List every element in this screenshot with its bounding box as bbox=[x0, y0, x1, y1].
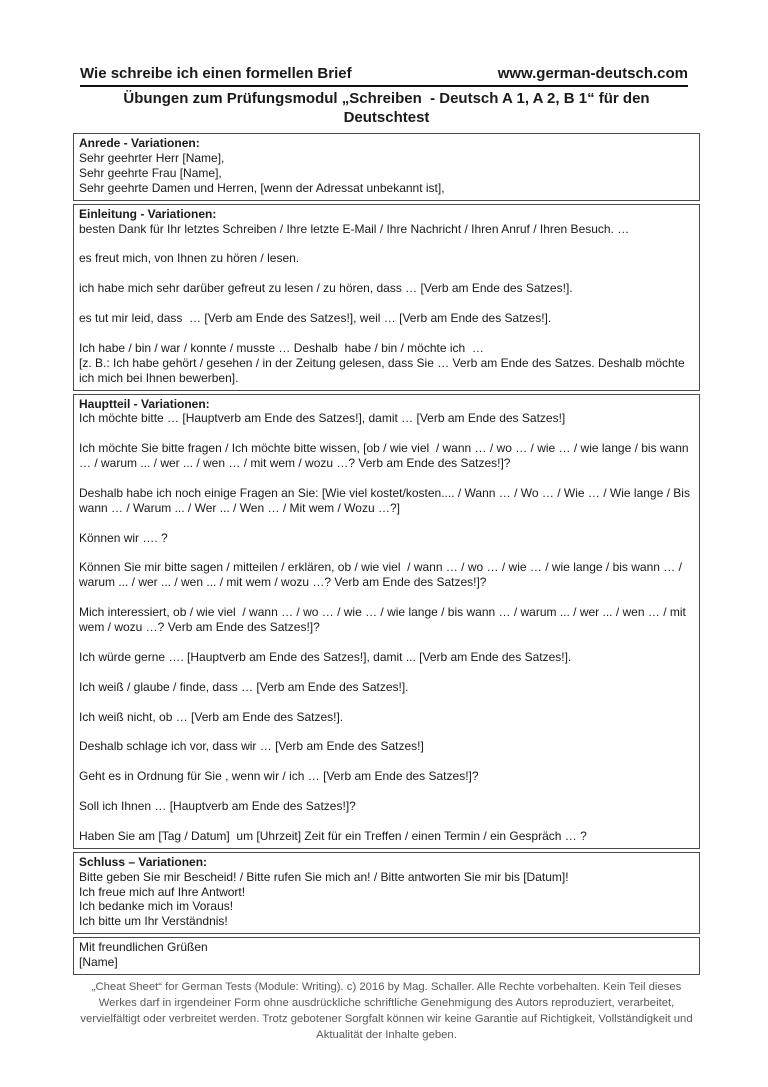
text-line: Ich bedanke mich im Voraus! bbox=[79, 899, 234, 914]
text-line: [Name] bbox=[79, 955, 118, 970]
copyright-note: „Cheat Sheet“ for German Tests (Module: Writing). c) 2016 by Mag. Schaller. Alle Rechte vorbehalten. Kein Teil dieses Werkes darf in irgendeiner Form ohne ausdrückliche schriftliche Genehmigung des Autors reproduziert, verarbeitet, vervielfältigt oder verbreitet werden. Trotz gebotener Sorgfalt können wir keine Garantie auf Richtigkeit, Vollständigkeit und Aktualität der Inhalte geben. bbox=[80, 981, 693, 1042]
text-line: Soll ich Ihnen … [Hauptverb am Ende des Satzes!]? bbox=[79, 798, 356, 813]
text-line bbox=[79, 296, 693, 311]
text-line bbox=[79, 426, 693, 441]
text-line: Ich möchte bitte … [Hauptverb am Ende des Satzes!], damit … [Verb am Ende des Satzes!] bbox=[79, 411, 566, 426]
section-einleitung bbox=[73, 204, 700, 391]
text-line: Deshalb schlage ich vor, dass wir … [Verb am Ende des Satzes!] bbox=[79, 739, 424, 754]
document-title: Wie schreibe ich einen formellen Brief bbox=[80, 65, 352, 82]
text-line: [z. B.: Ich habe gehört / gesehen / in der Zeitung gelesen, dass Sie … Verb am Ende des Satzes. Deshalb möchte ich mich bei Ihnen bewerben]. bbox=[79, 355, 689, 385]
text-line: Mich interessiert, ob / wie viel / wann … / wo … / wie … / wie lange / bis wann … / warum ... / wer ... / wen … / mit wem / wozu …? Verb am Ende des Satzes!]? bbox=[79, 605, 690, 635]
text-line bbox=[79, 236, 693, 251]
section-heading: Schluss – Variationen: bbox=[79, 854, 208, 869]
text-line bbox=[79, 590, 693, 605]
text-line: Sehr geehrte Frau [Name], bbox=[79, 165, 222, 180]
text-line: Ich bitte um Ihr Verständnis! bbox=[79, 914, 228, 929]
text-line: es freut mich, von Ihnen zu hören / lesen. bbox=[79, 251, 300, 266]
site-url: www.german-deutsch.com bbox=[497, 65, 688, 82]
text-line: Mit freundlichen Grüßen bbox=[79, 940, 208, 955]
text-line: ich habe mich sehr darüber gefreut zu lesen / zu hören, dass … [Verb am Ende des Satzes!]. bbox=[79, 281, 573, 296]
text-line bbox=[79, 326, 693, 341]
text-line: Bitte geben Sie mir Bescheid! / Bitte rufen Sie mich an! / Bitte antworten Sie mir bis [Datum]! bbox=[79, 869, 569, 884]
text-line: Ich würde gerne …. [Hauptverb am Ende des Satzes!], damit ... [Verb am Ende des Satzes!]. bbox=[79, 649, 572, 664]
text-line: Ich habe / bin / war / konnte / musste … Deshalb habe / bin / möchte ich … bbox=[79, 340, 484, 355]
section-gruss bbox=[73, 937, 700, 975]
text-line bbox=[79, 471, 693, 486]
text-line bbox=[79, 784, 693, 799]
text-line: Ich möchte Sie bitte fragen / Ich möchte bitte wissen, [ob / wie viel / wann … / wo … / wie … / wie lange / bis wann … / warum ... / wer ... / wen … / mit wem / wozu …? Verb am Ende des Satzes!]? bbox=[79, 441, 692, 471]
section-anrede bbox=[73, 133, 700, 201]
text-line: besten Dank für Ihr letztes Schreiben / Ihre letzte E-Mail / Ihre Nachricht / Ihren Anruf / Ihren Besuch. … bbox=[79, 221, 630, 236]
text-line bbox=[79, 546, 693, 561]
text-line bbox=[79, 516, 693, 531]
text-line: Deshalb habe ich noch einige Fragen an Sie: [Wie viel kostet/kosten.... / Wann … / Wo … / Wie … / Wie lange / Bis wann … / Warum ... / Wer ... / Wen … / Mit wem / Wozu …?] bbox=[79, 485, 694, 515]
document-subtitle: Übungen zum Prüfungsmodul „Schreiben - Deutsch A 1, A 2, B 1“ für den Deutschtest bbox=[123, 90, 654, 126]
sections bbox=[73, 133, 700, 975]
text-line: Geht es in Ordnung für Sie , wenn wir / ich … [Verb am Ende des Satzes!]? bbox=[79, 769, 479, 784]
text-line: Haben Sie am [Tag / Datum] um [Uhrzeit] Zeit für ein Treffen / einen Termin / ein Gespräch … ? bbox=[79, 828, 587, 843]
text-line bbox=[79, 814, 693, 829]
text-line bbox=[79, 635, 693, 650]
text-line: Sehr geehrte Damen und Herren, [wenn der Adressat unbekannt ist], bbox=[79, 180, 445, 195]
section-hauptteil bbox=[73, 394, 700, 849]
text-line bbox=[79, 695, 693, 710]
text-line bbox=[79, 266, 693, 281]
text-line: Können wir …. ? bbox=[79, 530, 168, 545]
text-line bbox=[79, 665, 693, 680]
text-line: Ich weiß nicht, ob … [Verb am Ende des Satzes!]. bbox=[79, 709, 344, 724]
text-line: es tut mir leid, dass … [Verb am Ende des Satzes!], weil … [Verb am Ende des Satzes!]. bbox=[79, 310, 552, 325]
text-line: Können Sie mir bitte sagen / mitteilen / erklären, ob / wie viel / wann … / wo … / wie … / wie lange / bis wann … / warum ... / wer ... / wen ... / mit wem / wozu …? Verb am Ende des Satzes!]? bbox=[79, 560, 686, 590]
text-line: Ich freue mich auf Ihre Antwort! bbox=[79, 884, 246, 899]
header-title-row bbox=[80, 64, 688, 87]
text-line: Sehr geehrter Herr [Name], bbox=[79, 150, 225, 165]
text-line bbox=[79, 754, 693, 769]
section-heading: Hauptteil - Variationen: bbox=[79, 396, 210, 411]
section-schluss bbox=[73, 852, 700, 935]
text-line bbox=[79, 724, 693, 739]
section-heading: Einleitung - Variationen: bbox=[79, 206, 217, 221]
section-heading: Anrede - Variationen: bbox=[79, 136, 200, 150]
text-line: Ich weiß / glaube / finde, dass … [Verb am Ende des Satzes!]. bbox=[79, 679, 409, 694]
